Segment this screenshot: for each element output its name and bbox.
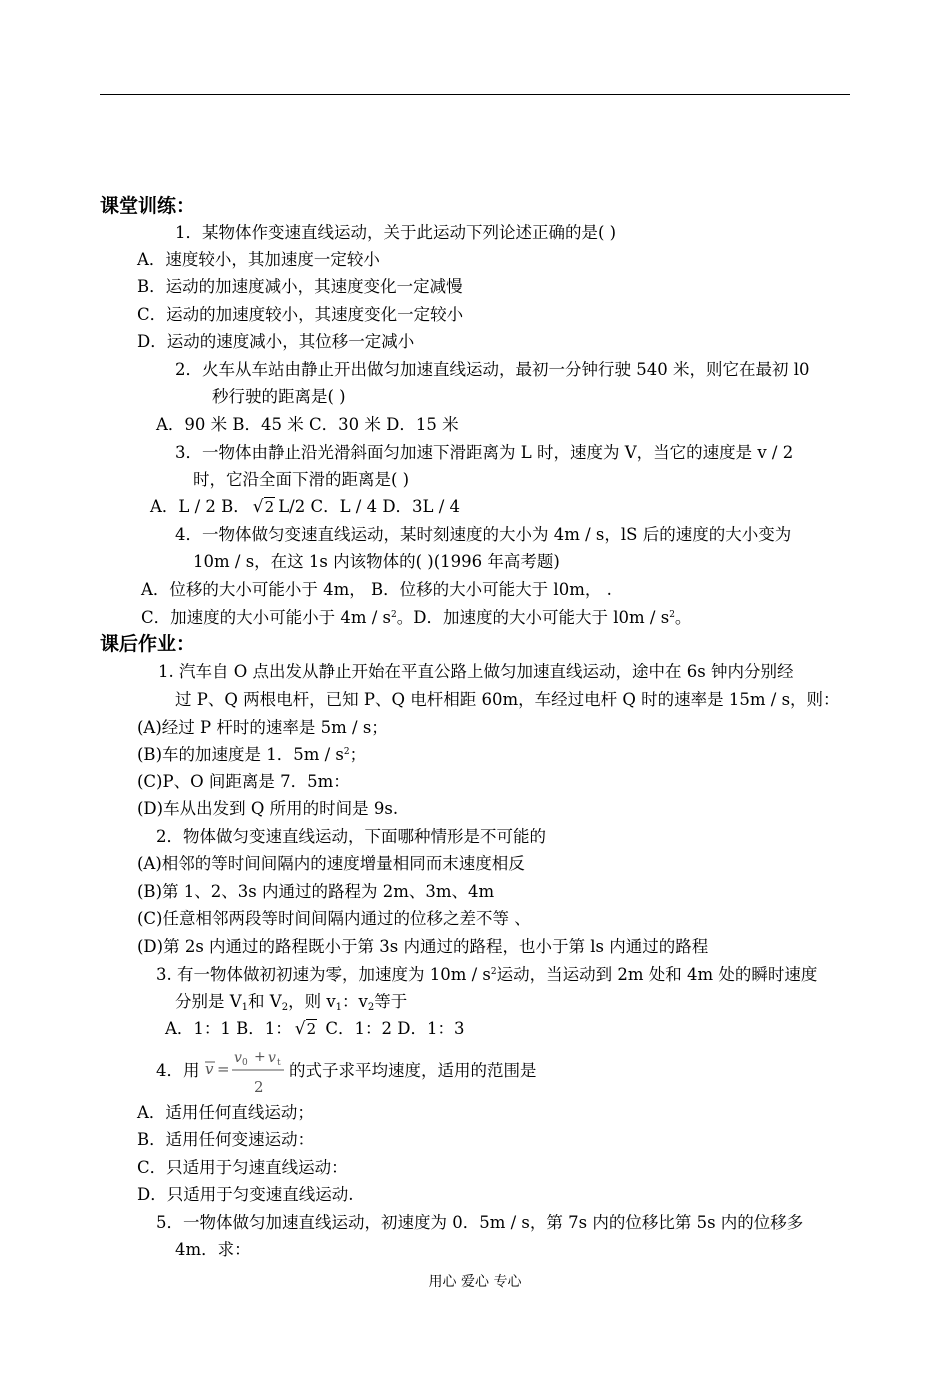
mean-velocity-formula [202,1050,286,1100]
vbar-letter: v [205,1060,214,1078]
denominator: 2 [254,1078,264,1096]
q3-options [150,496,460,518]
h1-stem-line2: 过 P、Q 两根电杆，已知 P、Q 电杆相距 60m，车经过电杆 Q 时的速率是 15m / s，则： [175,690,840,709]
h4-stem-suffix: 的式子求平均速度，适用的范围是 [289,1061,537,1080]
q3-stem-line2: 时，它沿全面下滑的距离是( ) [193,470,410,489]
q2-options: A．90 米 B．45 米 C．30 米 D．15 米 [156,415,459,434]
v0-subscript: 0 [242,1058,248,1068]
q1-option-a: A．速度较小，其加速度一定较小 [137,250,380,269]
page-footer: 用心 爱心 专心 [428,1274,522,1290]
h2-stem: 2．物体做匀变速直线运动，下面哪种情形是不可能的 [156,827,546,846]
q4-options-cd: C．加速度的大小可能小于 $4m / s^2$。D．加速度的大小可能大于 $l0m / s^2$。 [141,608,692,627]
h5-stem-line2: 4m．求： [175,1240,251,1259]
h1-option-c: (C)P、O 间距离是 7．5m： [137,772,350,791]
q4-option-d: 。D．加速度的大小可能大于 l0m / s [396,608,670,627]
equals-sign: = [217,1060,230,1078]
vt-letter: v [268,1050,276,1066]
h2-option-d: (D)第 2s 内通过的路程既小于第 3s 内通过的路程，也小于第 ls 内通过的路程 [137,937,709,956]
q4-stem-line2: 10m / s，在这 1s 内该物体的( )(1996 年高考题) [193,552,560,571]
q3-option-rest: L/2 C．L / 4 D．3L / 4 [278,497,461,516]
h4-option-b: B．适用任何变速运动： [137,1130,315,1149]
q2-stem-line1: 2．火车从车站由静止开出做匀加速直线运动，最初一分钟行驶 540 米，则它在最初 l0 [175,360,810,379]
h4-option-c: C．只适用于匀速直线运动： [137,1158,348,1177]
sqrt-symbol: √2 [294,1019,317,1039]
q1-option-c: C．运动的加速度较小，其速度变化一定较小 [137,305,464,324]
header-rule [100,94,850,95]
sqrt-symbol: √2 [252,497,275,517]
h2-option-b: (B)第 1、2、3s 内通过的路程为 2m、3m、4m [137,882,495,901]
q4-options-ab: A．位移的大小可能小于 4m， B．位移的大小可能大于 l0m， . [141,580,612,599]
section-heading-classroom: 课堂训练： [100,195,196,217]
h1-option-a: (A)经过 P 杆时的速率是 5m / s； [137,718,388,737]
h4-stem-prefix: 4．用 [156,1061,200,1080]
vt-subscript: t [277,1058,281,1068]
v0-letter: v [234,1050,242,1066]
h1-option-d: (D)车从出发到 Q 所用的时间是 9s. [137,799,399,818]
q2-stem-line2: 秒行驶的距离是( ) [212,387,346,406]
h2-option-a: (A)相邻的等时间间隔内的速度增量相同而末速度相反 [137,854,525,873]
h4-option-a: A．适用任何直线运动； [137,1103,314,1122]
q3-stem-line1: 3．一物体由静止沿光滑斜面匀加速下滑距离为 L 时，速度为 V，当它的速度是 v / 2 [175,443,794,462]
plus-sign: + [254,1050,266,1065]
q1-stem: 1．某物体作变速直线运动，关于此运动下列论述正确的是( ) [175,223,617,242]
h1-option-b: (B)车的加速度是 1．$5m / s^2$； [137,745,367,764]
h2-option-c: (C)任意相邻两段等时间间隔内通过的位移之差不等 、 [137,909,531,928]
section-heading-homework: 课后作业： [100,633,196,655]
h3-stem-line2: 分别是 $V_1$和 $V_2$，则 $v_1$：$v_2$等于 [175,992,408,1013]
h3-stem-line1: 3. 有一物体做初初速为零，加速度为 $10m / s^2$运动，当运动到 2m 处和 4m 处的瞬时速度 [156,965,818,984]
q4-stem-line1: 4．一物体做匀变速直线运动，某时刻速度的大小为 4m / s，lS 后的速度的大小变为 [175,525,792,544]
h1-stem-line1: 1. 汽车自 O 点出发从静止开始在平直公路上做匀加速直线运动，途中在 6s 钟内分别经 [158,662,794,681]
h4-option-d: D．只适用于匀变速直线运动. [137,1185,354,1204]
q1-option-d: D．运动的速度减小，其位移一定减小 [137,332,415,351]
q4-option-c: C．加速度的大小可能小于 4m / s [141,608,392,627]
q1-option-b: B．运动的加速度减小，其速度变化一定减慢 [137,277,463,296]
h3-options: A．1：1 B．1： √2 C．1：2 D．1：3 [165,1019,465,1039]
q3-option-a: A．L / 2 B． [150,497,250,516]
h5-stem-line1: 5．一物体做匀加速直线运动，初速度为 0．5m / s，第 7s 内的位移比第 5s 内的位移多 [156,1213,804,1232]
